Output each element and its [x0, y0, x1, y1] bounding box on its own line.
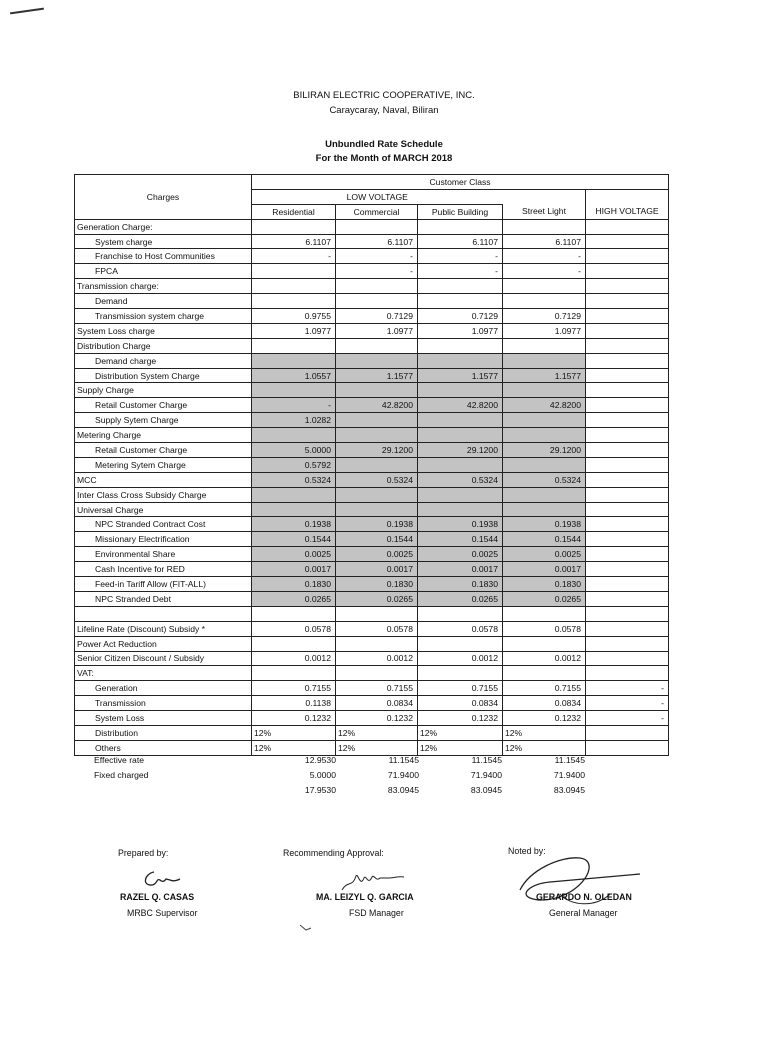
cell-public-building: [418, 457, 503, 472]
cell-public-building: 0.1938: [418, 517, 503, 532]
row-label: Distribution Charge: [75, 338, 252, 353]
table-row: [75, 219, 669, 234]
cell-commercial: [336, 428, 418, 443]
row-label: Franchise to Host Communities: [75, 249, 252, 264]
cell-public-building: 12%: [418, 725, 503, 740]
stray-mark: [298, 922, 314, 934]
cell-commercial: 12%: [336, 740, 418, 755]
cell-public-building: 0.7155: [418, 681, 503, 696]
cell-public-building: [418, 219, 503, 234]
table-row: [75, 666, 669, 681]
cell-public-building: 12%: [418, 740, 503, 755]
cell-public-building: [418, 338, 503, 353]
cell-commercial: [336, 487, 418, 502]
cell-high-voltage: [586, 740, 669, 755]
table-row: [75, 383, 669, 398]
cell-public-building: [418, 294, 503, 309]
row-label: Generation: [75, 681, 252, 696]
row-label: Others: [75, 740, 252, 755]
charges-header: Charges: [75, 175, 252, 220]
table-row: [75, 577, 669, 592]
table-row: [75, 368, 669, 383]
cell-public-building: 1.0977: [418, 323, 503, 338]
cell-high-voltage: [586, 294, 669, 309]
cell-residential: [252, 636, 336, 651]
cell-residential: [252, 353, 336, 368]
row-label: VAT:: [75, 666, 252, 681]
cell-public-building: [418, 279, 503, 294]
cell-residential: 0.1232: [252, 711, 336, 726]
cell-street-light: [503, 219, 586, 234]
cell-street-light: 0.1544: [503, 532, 586, 547]
table-row: [75, 725, 669, 740]
cell-street-light: -: [503, 249, 586, 264]
summary-value-residential: 12.9530: [304, 755, 336, 765]
scan-mark: [10, 8, 44, 15]
cell-commercial: 12%: [336, 725, 418, 740]
cell-residential: [252, 264, 336, 279]
table-row: [75, 487, 669, 502]
cell-residential: 0.0017: [252, 562, 336, 577]
cell-commercial: [336, 294, 418, 309]
cell-street-light: 1.1577: [503, 368, 586, 383]
cell-public-building: [418, 413, 503, 428]
cell-high-voltage: [586, 398, 669, 413]
cell-residential: 0.1830: [252, 577, 336, 592]
cell-high-voltage: [586, 487, 669, 502]
cell-public-building: 42.8200: [418, 398, 503, 413]
row-label: Supply Sytem Charge: [75, 413, 252, 428]
company-address: Caraycaray, Naval, Biliran: [329, 105, 439, 116]
table-row: [75, 398, 669, 413]
cell-residential: 1.0557: [252, 368, 336, 383]
cell-commercial: 0.0017: [336, 562, 418, 577]
table-row: [75, 711, 669, 726]
recommending-name: MA. LEIZYL Q. GARCIA: [316, 892, 414, 902]
cell-high-voltage: [586, 636, 669, 651]
cell-high-voltage: [586, 413, 669, 428]
cell-residential: 0.5792: [252, 457, 336, 472]
cell-residential: 0.0265: [252, 591, 336, 606]
column-header-high-voltage: HIGH VOLTAGE: [586, 204, 669, 219]
cell-public-building: 0.0012: [418, 651, 503, 666]
cell-high-voltage: [586, 457, 669, 472]
row-label: Transmission: [75, 696, 252, 711]
table-row: [75, 651, 669, 666]
cell-commercial: 0.0025: [336, 547, 418, 562]
cell-public-building: -: [418, 249, 503, 264]
cell-commercial: 0.0578: [336, 621, 418, 636]
cell-public-building: [418, 487, 503, 502]
cell-residential: 0.7155: [252, 681, 336, 696]
cell-high-voltage: [586, 502, 669, 517]
cell-commercial: [336, 666, 418, 681]
cell-high-voltage: [586, 606, 669, 621]
cell-street-light: 0.1938: [503, 517, 586, 532]
row-label: Metering Sytem Charge: [75, 457, 252, 472]
table-row: [75, 279, 669, 294]
column-header-street-light: Street Light: [503, 204, 586, 219]
cell-residential: 12%: [252, 725, 336, 740]
cell-high-voltage: [586, 443, 669, 458]
cell-residential: 0.0578: [252, 621, 336, 636]
cell-public-building: [418, 606, 503, 621]
cell-commercial: [336, 606, 418, 621]
cell-commercial: [336, 383, 418, 398]
cell-commercial: 0.1544: [336, 532, 418, 547]
table-row: [75, 264, 669, 279]
summary-value-commercial: 83.0945: [387, 785, 419, 795]
table-row: [75, 443, 669, 458]
customer-class-header: Customer Class: [252, 175, 669, 190]
cell-public-building: [418, 502, 503, 517]
cell-high-voltage: [586, 219, 669, 234]
cell-residential: 0.0012: [252, 651, 336, 666]
cell-street-light: 0.1232: [503, 711, 586, 726]
cell-high-voltage: [586, 651, 669, 666]
cell-commercial: 6.1107: [336, 234, 418, 249]
row-label: Distribution System Charge: [75, 368, 252, 383]
row-label: Missionary Electrification: [75, 532, 252, 547]
summary-value-street-light: 71.9400: [553, 770, 585, 780]
cell-street-light: 0.1830: [503, 577, 586, 592]
cell-street-light: [503, 279, 586, 294]
cell-street-light: [503, 338, 586, 353]
cell-residential: 1.0977: [252, 323, 336, 338]
cell-public-building: 0.0834: [418, 696, 503, 711]
cell-commercial: 0.7129: [336, 309, 418, 324]
noted-by-caption: Noted by:: [508, 846, 546, 856]
cell-street-light: 0.0265: [503, 591, 586, 606]
cell-residential: [252, 666, 336, 681]
row-label: System Loss charge: [75, 323, 252, 338]
cell-residential: [252, 502, 336, 517]
row-label: Feed-in Tariff Allow (FIT-ALL): [75, 577, 252, 592]
cell-street-light: -: [503, 264, 586, 279]
cell-high-voltage: [586, 368, 669, 383]
cell-public-building: -: [418, 264, 503, 279]
cell-high-voltage: [586, 517, 669, 532]
cell-high-voltage: [586, 323, 669, 338]
cell-high-voltage: -: [586, 681, 669, 696]
table-row: [75, 309, 669, 324]
cell-commercial: 0.1830: [336, 577, 418, 592]
company-name: BILIRAN ELECTRIC COOPERATIVE, INC.: [293, 90, 475, 101]
row-label: Supply Charge: [75, 383, 252, 398]
cell-high-voltage: -: [586, 696, 669, 711]
row-label: Transmission system charge: [75, 309, 252, 324]
summary-value-public-building: 83.0945: [470, 785, 502, 795]
summary-value-public-building: 11.1545: [471, 755, 502, 765]
cell-street-light: 29.1200: [503, 443, 586, 458]
summary-value-street-light: 83.0945: [553, 785, 585, 795]
cell-residential: 1.0282: [252, 413, 336, 428]
cell-residential: 5.0000: [252, 443, 336, 458]
cell-public-building: 0.5324: [418, 472, 503, 487]
cell-street-light: [503, 413, 586, 428]
table-row: [75, 294, 669, 309]
cell-street-light: [503, 636, 586, 651]
cell-high-voltage: [586, 234, 669, 249]
cell-public-building: 1.1577: [418, 368, 503, 383]
cell-commercial: [336, 502, 418, 517]
cell-street-light: [503, 502, 586, 517]
cell-commercial: 0.0265: [336, 591, 418, 606]
document-subtitle: For the Month of MARCH 2018: [315, 153, 453, 164]
table-row: [75, 562, 669, 577]
cell-public-building: [418, 428, 503, 443]
cell-street-light: 0.7129: [503, 309, 586, 324]
cell-residential: 0.9755: [252, 309, 336, 324]
low-voltage-header: LOW VOLTAGE: [252, 189, 503, 204]
row-label: System charge: [75, 234, 252, 249]
row-label: Metering Charge: [75, 428, 252, 443]
cell-public-building: 0.0265: [418, 591, 503, 606]
cell-residential: [252, 428, 336, 443]
cell-high-voltage: [586, 472, 669, 487]
cell-residential: -: [252, 249, 336, 264]
cell-high-voltage: -: [586, 711, 669, 726]
cell-high-voltage: [586, 264, 669, 279]
row-label: [75, 606, 252, 621]
cell-commercial: 0.0834: [336, 696, 418, 711]
cell-public-building: [418, 383, 503, 398]
cell-residential: -: [252, 398, 336, 413]
cell-commercial: [336, 219, 418, 234]
row-label: Demand charge: [75, 353, 252, 368]
summary-value-residential: 17.9530: [304, 785, 336, 795]
cell-public-building: [418, 636, 503, 651]
cell-street-light: 12%: [503, 740, 586, 755]
table-row: [75, 740, 669, 755]
cell-residential: [252, 279, 336, 294]
row-label: Demand: [75, 294, 252, 309]
row-label: FPCA: [75, 264, 252, 279]
cell-residential: 0.1938: [252, 517, 336, 532]
cell-street-light: [503, 353, 586, 368]
cell-high-voltage: [586, 309, 669, 324]
cell-high-voltage: [586, 532, 669, 547]
cell-high-voltage: [586, 249, 669, 264]
table-row: [75, 472, 669, 487]
rate-table-body: [75, 219, 669, 755]
cell-high-voltage: [586, 428, 669, 443]
row-label: MCC: [75, 472, 252, 487]
cell-commercial: -: [336, 249, 418, 264]
cell-commercial: 1.1577: [336, 368, 418, 383]
cell-high-voltage: [586, 353, 669, 368]
cell-public-building: [418, 353, 503, 368]
cell-commercial: 0.1232: [336, 711, 418, 726]
summary-value-commercial: 11.1545: [388, 755, 419, 765]
summary-row: [74, 785, 668, 799]
cell-residential: [252, 606, 336, 621]
prepared-by-name: RAZEL Q. CASAS: [120, 892, 195, 902]
cell-street-light: [503, 487, 586, 502]
cell-public-building: 0.0578: [418, 621, 503, 636]
cell-public-building: 0.7129: [418, 309, 503, 324]
table-row: [75, 517, 669, 532]
table-row: [75, 681, 669, 696]
cell-street-light: [503, 606, 586, 621]
summary-value-street-light: 11.1545: [554, 755, 585, 765]
cell-street-light: 0.7155: [503, 681, 586, 696]
row-label: Lifeline Rate (Discount) Subsidy *: [75, 621, 252, 636]
cell-high-voltage: [586, 338, 669, 353]
row-label: NPC Stranded Contract Cost: [75, 517, 252, 532]
table-row: [75, 547, 669, 562]
row-label: NPC Stranded Debt: [75, 591, 252, 606]
cell-residential: 0.0025: [252, 547, 336, 562]
summary-value-residential: 5.0000: [309, 770, 336, 780]
cell-commercial: 42.8200: [336, 398, 418, 413]
cell-public-building: 0.1232: [418, 711, 503, 726]
table-row: [75, 636, 669, 651]
cell-street-light: [503, 428, 586, 443]
cell-high-voltage: [586, 562, 669, 577]
column-header-commercial: Commercial: [336, 204, 418, 219]
summary-label: Effective rate: [94, 755, 144, 765]
cell-commercial: 0.5324: [336, 472, 418, 487]
table-row: [75, 621, 669, 636]
cell-high-voltage: [586, 621, 669, 636]
document-title: Unbundled Rate Schedule: [325, 139, 443, 150]
noted-by-name: GERARDO N. OLEDAN: [536, 892, 632, 902]
cell-commercial: 0.7155: [336, 681, 418, 696]
row-label: Cash Incentive for RED: [75, 562, 252, 577]
table-row: [75, 696, 669, 711]
cell-public-building: [418, 666, 503, 681]
row-label: Transmission charge:: [75, 279, 252, 294]
table-row: [75, 249, 669, 264]
recommending-position: FSD Manager: [349, 908, 404, 918]
cell-residential: [252, 219, 336, 234]
table-row: [75, 532, 669, 547]
cell-street-light: 6.1107: [503, 234, 586, 249]
cell-street-light: 12%: [503, 725, 586, 740]
cell-commercial: [336, 338, 418, 353]
prepared-by-caption: Prepared by:: [118, 848, 169, 858]
table-row: [75, 353, 669, 368]
table-row: [75, 591, 669, 606]
row-label: Inter Class Cross Subsidy Charge: [75, 487, 252, 502]
rate-table: [74, 174, 669, 756]
cell-street-light: 0.0025: [503, 547, 586, 562]
cell-commercial: 0.0012: [336, 651, 418, 666]
prepared-by-position: MRBC Supervisor: [127, 908, 198, 918]
cell-public-building: 0.0017: [418, 562, 503, 577]
cell-street-light: 1.0977: [503, 323, 586, 338]
cell-street-light: 0.0834: [503, 696, 586, 711]
cell-street-light: 0.5324: [503, 472, 586, 487]
cell-street-light: [503, 383, 586, 398]
table-row: [75, 323, 669, 338]
cell-residential: 0.1544: [252, 532, 336, 547]
low-voltage-header-blank: [503, 189, 586, 204]
recommending-caption: Recommending Approval:: [283, 848, 384, 858]
row-label: Retail Customer Charge: [75, 443, 252, 458]
cell-residential: [252, 338, 336, 353]
column-header-public-building: Public Building: [418, 204, 503, 219]
summary-value-public-building: 71.9400: [470, 770, 502, 780]
cell-commercial: 1.0977: [336, 323, 418, 338]
cell-residential: 6.1107: [252, 234, 336, 249]
cell-commercial: [336, 279, 418, 294]
table-row: [75, 457, 669, 472]
cell-commercial: [336, 636, 418, 651]
cell-public-building: 0.1544: [418, 532, 503, 547]
cell-residential: [252, 294, 336, 309]
high-voltage-header-blank: [586, 189, 669, 204]
table-row: [75, 606, 669, 621]
table-row: [75, 413, 669, 428]
cell-residential: [252, 383, 336, 398]
cell-public-building: 0.0025: [418, 547, 503, 562]
row-label: Universal Charge: [75, 502, 252, 517]
cell-high-voltage: [586, 666, 669, 681]
cell-public-building: 29.1200: [418, 443, 503, 458]
summary-value-commercial: 71.9400: [387, 770, 419, 780]
table-row: [75, 234, 669, 249]
table-row: [75, 502, 669, 517]
summary-row: [74, 770, 668, 784]
summary-row: [74, 755, 668, 769]
signature-casas: [140, 868, 190, 890]
cell-street-light: [503, 294, 586, 309]
row-label: Environmental Share: [75, 547, 252, 562]
cell-street-light: 0.0578: [503, 621, 586, 636]
row-label: Senior Citizen Discount / Subsidy: [75, 651, 252, 666]
cell-high-voltage: [586, 279, 669, 294]
cell-street-light: 0.0012: [503, 651, 586, 666]
row-label: Distribution: [75, 725, 252, 740]
cell-street-light: 0.0017: [503, 562, 586, 577]
cell-high-voltage: [586, 383, 669, 398]
cell-commercial: 29.1200: [336, 443, 418, 458]
row-label: Generation Charge:: [75, 219, 252, 234]
cell-residential: 12%: [252, 740, 336, 755]
cell-commercial: [336, 413, 418, 428]
cell-commercial: -: [336, 264, 418, 279]
summary-label: Fixed charged: [94, 770, 149, 780]
cell-street-light: [503, 666, 586, 681]
row-label: System Loss: [75, 711, 252, 726]
row-label: Retail Customer Charge: [75, 398, 252, 413]
cell-commercial: 0.1938: [336, 517, 418, 532]
cell-street-light: 42.8200: [503, 398, 586, 413]
column-header-residential: Residential: [252, 204, 336, 219]
cell-residential: 0.1138: [252, 696, 336, 711]
cell-high-voltage: [586, 547, 669, 562]
table-row: [75, 338, 669, 353]
row-label: Power Act Reduction: [75, 636, 252, 651]
cell-street-light: [503, 457, 586, 472]
cell-residential: 0.5324: [252, 472, 336, 487]
table-row: [75, 428, 669, 443]
noted-by-position: General Manager: [549, 908, 618, 918]
cell-commercial: [336, 353, 418, 368]
cell-public-building: 6.1107: [418, 234, 503, 249]
cell-high-voltage: [586, 725, 669, 740]
cell-public-building: 0.1830: [418, 577, 503, 592]
cell-commercial: [336, 457, 418, 472]
cell-high-voltage: [586, 577, 669, 592]
cell-residential: [252, 487, 336, 502]
cell-high-voltage: [586, 591, 669, 606]
